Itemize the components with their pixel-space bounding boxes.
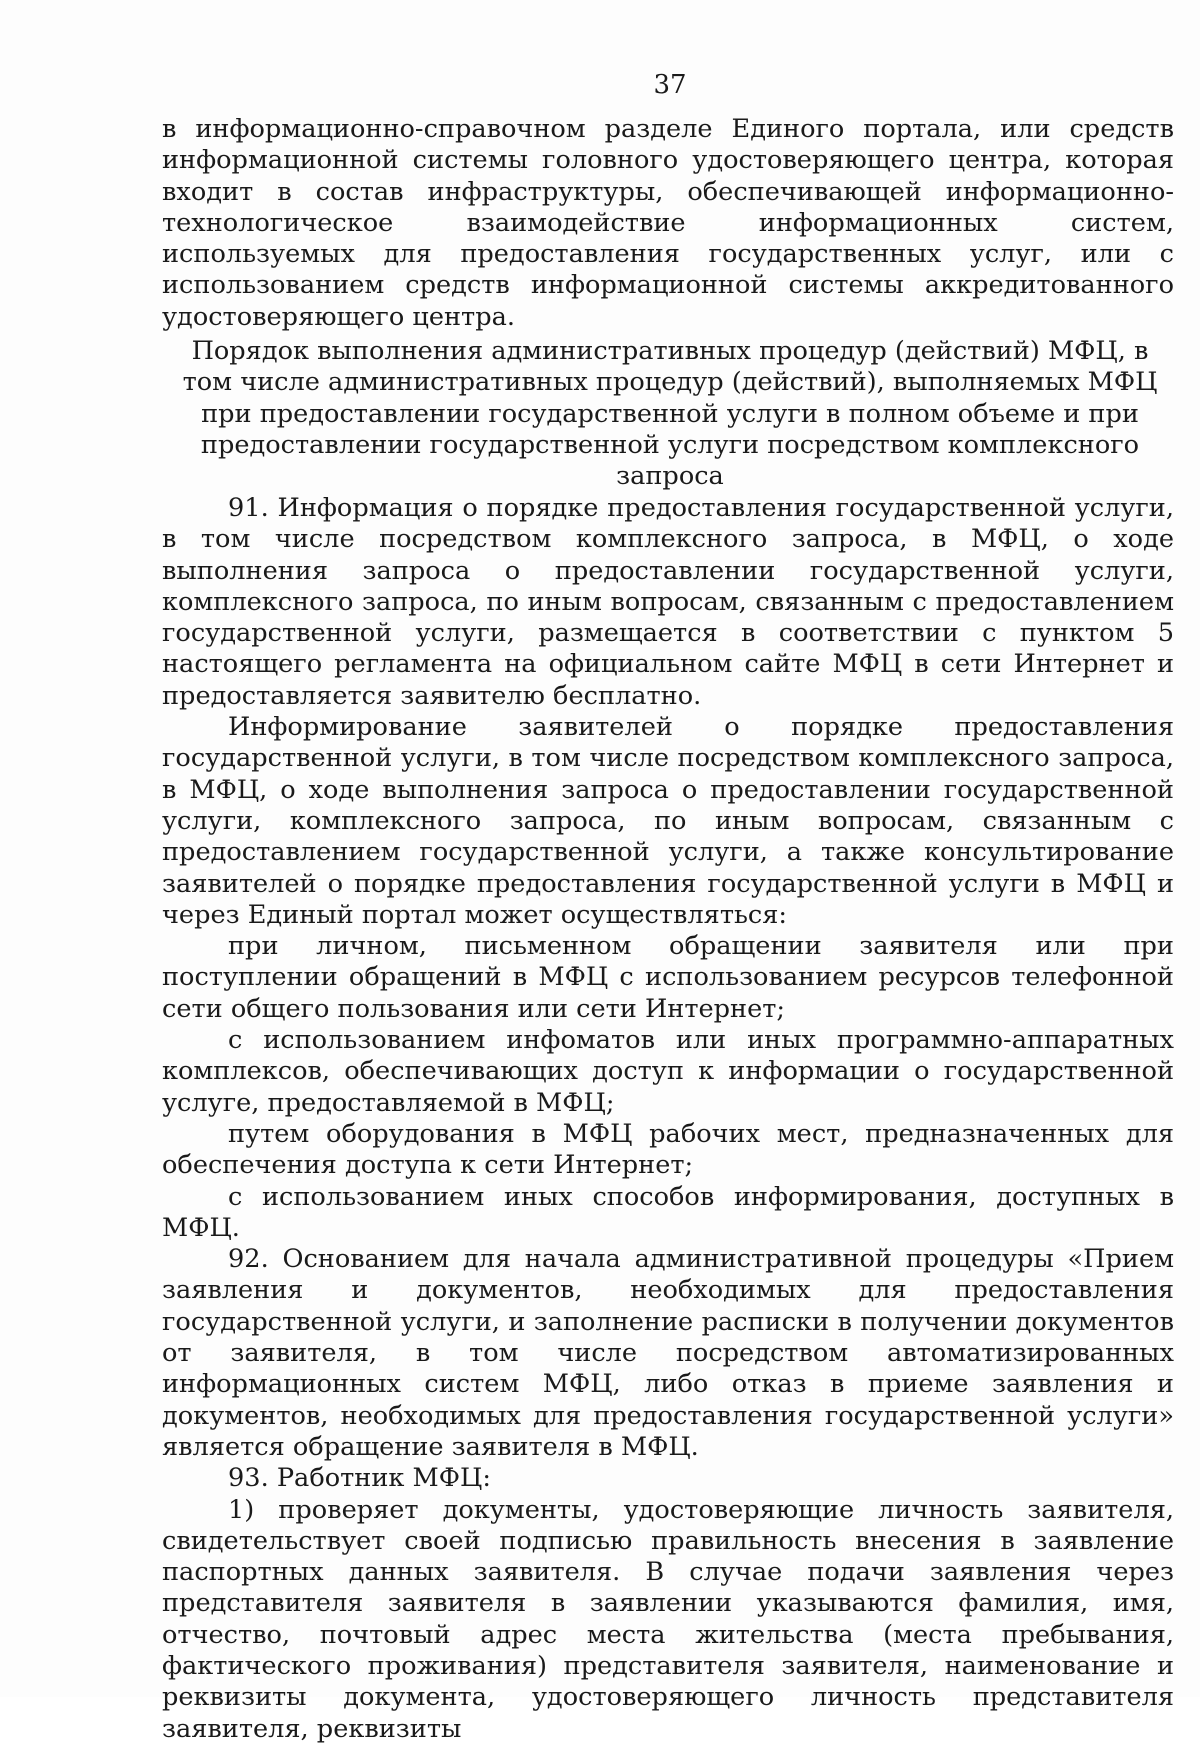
paragraph-other-methods: с использованием иных способов информирования, доступных в МФЦ. (162, 1181, 1174, 1243)
paragraph-91: 91. Информация о порядке предоставления государственной услуги, в том числе посредством комплексного запроса, в МФЦ, о ходе выполнения запроса о предоставлении государственной услуги, комплексного запроса, по иным вопросам, связанным с предоставлением государственной услуги, размещается в соответствии с пунктом 5 настоящего регламента на официальном сайте МФЦ в сети Интернет и предоставляется заявителю бесплатно. (162, 493, 1174, 711)
paragraph-informing: Информирование заявителей о порядке предоставления государственной услуги, в том числе посредством комплексного запроса, в МФЦ, о ходе выполнения запроса о предоставлении государственной услуги, комплексного запроса, по иным вопросам, связанным с предоставлением государственной услуги, а также консультирование заявителей о порядке предоставления государственной услуги в МФЦ и через Единый портал может осуществляться: (162, 712, 1174, 930)
paragraph-92: 92. Основанием для начала административной процедуры «Прием заявления и документов, необходимых для предоставления государственной услуги, и заполнение расписки в получении документов от заявителя, в том числе посредством автоматизированных информационных систем МФЦ, либо отказ в приеме заявления и документов, необходимых для предоставления государственной услуги» является обращение заявителя в МФЦ. (162, 1244, 1174, 1462)
main-text-block (162, 493, 1174, 1745)
paragraph-93-item-1: 1) проверяет документы, удостоверяющие личность заявителя, свидетельствует своей подписью правильность внесения в заявление паспортных данных заявителя. В случае подачи заявления через представителя заявителя в заявлении указываются фамилия, имя, отчество, почтовый адрес места жительства (места пребывания, фактического проживания) представителя заявителя, наименование и реквизиты документа, удостоверяющего личность представителя заявителя, реквизиты (162, 1494, 1174, 1744)
section-heading: Порядок выполнения административных процедур (действий) МФЦ, в том числе административных процедур (действий), выполняемых МФЦ при предоставлении государственной услуги в полном объеме и при предоставлении государственной услуги посредством комплексного запроса (182, 336, 1158, 492)
paragraph-personal-appeal: при личном, письменном обращении заявителя или при поступлении обращений в МФЦ с использованием ресурсов телефонной сети общего пользования или сети Интернет; (162, 931, 1174, 1024)
paragraph-infomats: с использованием инфоматов или иных программно-аппаратных комплексов, обеспечивающих доступ к информации о государственной услуге, предоставляемой в МФЦ; (162, 1025, 1174, 1118)
paragraph-93: 93. Работник МФЦ: (228, 1463, 491, 1494)
paragraph-workstations: путем оборудования в МФЦ рабочих мест, предназначенных для обеспечения доступа к сети Интернет; (162, 1118, 1174, 1181)
page-number: 37 (653, 70, 687, 100)
intro-block (162, 114, 1174, 333)
intro-paragraph: в информационно-справочном разделе Единого портала, или средств информационной системы головного удостоверяющего центра, которая входит в состав инфраструктуры, обеспечивающей информационно-технологическое взаимодействие информационных систем, используемых для предоставления государственных услуг, или с использованием средств информационной системы аккредитованного удостоверяющего центра. (162, 114, 1174, 332)
